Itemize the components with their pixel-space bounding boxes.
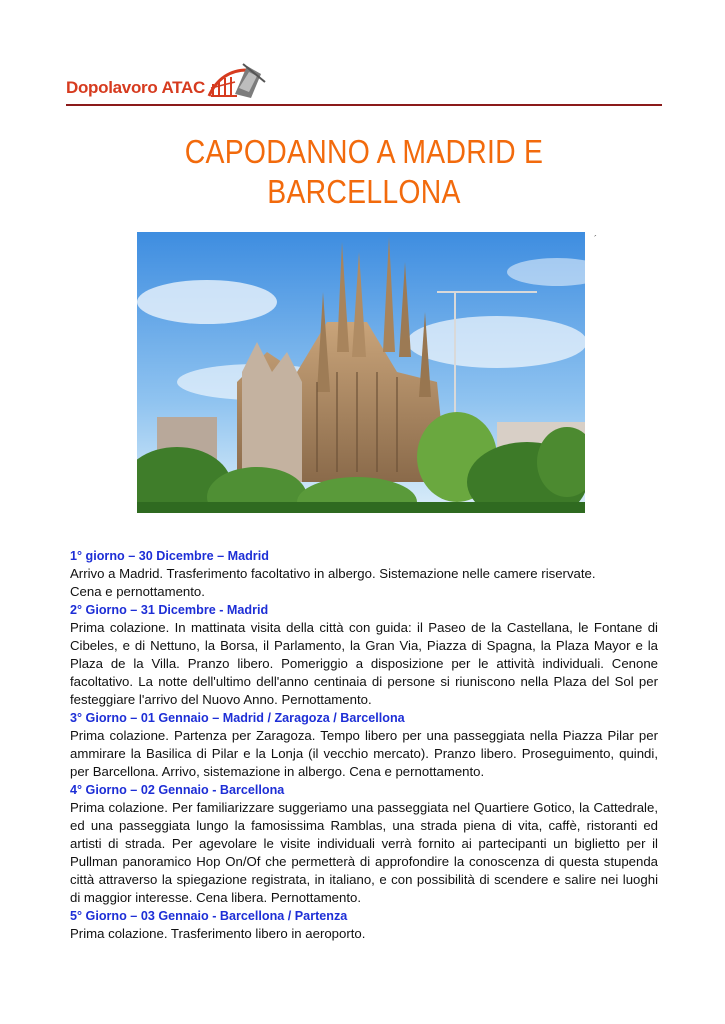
itinerary-day-4 <box>70 781 658 907</box>
logo-accent-text: ATAC <box>161 78 205 97</box>
itinerary-day-1 <box>70 547 658 601</box>
stray-mark: ´ <box>594 234 597 244</box>
header-divider <box>66 104 662 106</box>
day-text: Prima colazione. Trasferimento libero in aeroporto. <box>70 926 366 941</box>
sagrada-familia-photo <box>137 232 585 513</box>
day-heading: 3° Giorno – 01 Gennaio – Madrid / Zaragoza / Barcellona <box>70 711 405 725</box>
itinerary-day-2 <box>70 601 658 709</box>
day-text-line: Cena e pernottamento. <box>70 584 205 599</box>
photo-illustration <box>137 232 585 513</box>
itinerary-day-5 <box>70 907 658 943</box>
logo-wordmark <box>66 79 205 102</box>
day-heading: 2° Giorno – 31 Dicembre - Madrid <box>70 603 269 617</box>
day-text: Prima colazione. Per familiarizzare suggeriamo una passeggiata nel Quartiere Gotico, la Cattedrale, ed una passeggiata lungo la famosissima Ramblas, una strada piena di vita, caffè, ristoranti ed artisti di strada. Per agevolare le visite individuali verrà fornito ai partecipanti un biglietto per il Pullman panoramico Hop On/Of che permetterà di approfondire la conoscenza di questa stupenda città attraverso la spiegazione registrata, in italiano, e con possibilità di scendere e salire nei luoghi di maggior interesse. Cena libera. Pernottamento. <box>70 800 658 905</box>
day-heading: 5° Giorno – 03 Gennaio - Barcellona / Partenza <box>70 909 348 923</box>
day-heading: 4° Giorno – 02 Gennaio - Barcellona <box>70 783 285 797</box>
page-title <box>108 132 621 212</box>
title-line-2: BARCELLONA <box>267 173 461 210</box>
logo <box>66 58 269 102</box>
colosseum-logo-icon <box>207 58 269 102</box>
day-text-line: Arrivo a Madrid. Trasferimento facoltativo in albergo. Sistemazione nelle camere riservate. <box>70 566 596 581</box>
day-text: Prima colazione. In mattinata visita della città con guida: il Paseo de la Castellana, le Fontane di Cibeles, e di Nettuno, la Borsa, il Parlamento, la Gran Via, Piazza di Spagna, la Plaza Mayor e la Plaza de la Villa. Pranzo libero. Pomeriggio a disposizione per le attività individuali. Cenone facoltativo. La notte dell'ultimo dell'anno centinaia di persone si riuniscono nella Plaza del Sol per festeggiare l'arrivo del Nuovo Anno. Pernottamento. <box>70 620 658 707</box>
title-line-1: CAPODANNO A MADRID E <box>184 133 544 170</box>
day-heading: 1° giorno – 30 Dicembre – Madrid <box>70 549 269 563</box>
itinerary <box>70 547 658 943</box>
day-text: Prima colazione. Partenza per Zaragoza. Tempo libero per una passeggiata nella Piazza Pilar per ammirare la Basilica di Pilar e la Lonja (il vecchio mercato). Pranzo libero. Proseguimento, quindi, per Barcellona. Arrivo, sistemazione in albergo. Cena e pernottamento. <box>70 728 658 779</box>
logo-main-text: Dopolavoro <box>66 78 158 97</box>
itinerary-day-3 <box>70 709 658 781</box>
